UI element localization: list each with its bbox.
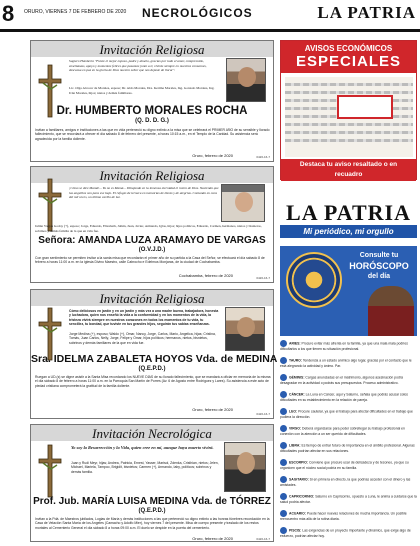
deceased-name: Dr. HUMBERTO MORALES ROCHA (56, 105, 248, 117)
patria-slogan: Mi periódico, mi orgullo (280, 225, 417, 238)
horoscope-banner (280, 246, 417, 336)
header-date: ORURO, VIERNES 7 DE FEBRERO DE 2020 (24, 9, 127, 15)
highlighted-box (337, 95, 393, 119)
family-list: Lic. Olga Alcocer de Morales, esposa; Dr. Aldo Morales, Dra. Kerima Morales, Ing. Gonzalo Morales, Ing. Iván Morales, hijos; nietos y demás familiares. (69, 86, 215, 95)
sign-text: Tendencia a un estado anímico algo lugar, gracias por el contacto que le está alegrando la actividad y ánimo. Par. (280, 358, 412, 368)
verse: Yo soy la Resurrección y la Vida, quien cree en mí, aunque haya muerto vivirá. (71, 445, 214, 450)
family-list: Jorge Medina (+), esposo; Waldo (+), Omar, Nancy, Jorge, Carlos, Mario, Angelica, hijas; Cristina, Tomás, Juan Carlos, Nelly, Jorge, Felipe y Omar, hijos políticos; hermanos, nietos, bisnietos, sobrinos y demás familiares de la que en vida fue. (69, 332, 216, 345)
ad-code: 0426-16-7 (256, 155, 270, 159)
invitation-text: Invitan a la Pdá. de Maestros jubilados, Logias de María y demás instituciones a las que perteneció su digno extinto a las honras fúnebres recordación en la Casa de Velación Santa María de los Angeles (Camacho y Adolfo Mier), hoy viernes 7 del presente. Misa de cuerpo presente y traslado de los restos mortales al Cementerio General el día sábado 8 a horas 09:00 a.m. El duelo se despide en la puerta del cementerio. (35, 517, 270, 530)
newspaper-clippings (285, 77, 413, 157)
verse: ¡Cómo se dice Mamá!... Ya no es Mamá... Dibujando en la inmensa eternidad el rostro de Dios. Naciendo que las angelitos son para ese bajo. El refugio de ternura en memorias de llanto y de alegrías. Contando en cara del mil veces, un último cariño de luz. (69, 186, 219, 200)
deceased-suffix: (O.V.J.D.) (138, 247, 166, 253)
horoscope-entry (280, 527, 417, 544)
place-date: Oruro, febrero de 2020 (192, 536, 233, 541)
zodiac-icon (280, 374, 287, 381)
sign-text: Puede hacer nuevas relaciones de mucha importancia. Un posible reencuentro más allá de la rutina diaria. (280, 511, 407, 521)
ad-code: 0426-16-7 (256, 412, 270, 416)
zodiac-icon (280, 391, 287, 398)
classified-ad-banner (280, 40, 417, 180)
invitation-text: Invitan a familiares, amigos e instituciones a las que en vida perteneció su digno extinto a la misa que se celebrará el PRIMER AÑO de su sensible y llorado fallecimiento, que se recordará a ofrecer el día sabado 8 de febrero del presente, a horas 10:15 a.m., en el Templo de la Caridad. Su asistencia será agradecida por la familia doliente. (35, 128, 270, 141)
zodiac-icon (280, 493, 287, 500)
portrait-photo (226, 58, 266, 102)
brand-logo: LA PATRIA (317, 3, 416, 22)
invitation-text: Ruegan a UD.(s) se digne asistir a la Santa Misa recordando los NUEVE DÍAS de su llorado fallecimiento, que se mandará a oficiar en memoria de la misma el día sábado 8 de febrero a horas 11:00 a.m. en la Parroquia San Martín de Porres (Av. 6 de Agosto entre Rodríguez y Lares). Su asistencia a este acto de piedad cristiana comprometerá la gratitud de la familia doliente. (35, 375, 271, 388)
zodiac-icon (280, 340, 287, 347)
notice-card-2 (30, 166, 274, 283)
zodiac-icon (280, 459, 287, 466)
portrait-photo (221, 184, 265, 222)
section-title: NECROLÓGICOS (142, 6, 253, 20)
sign-text: Es tiempo de entrar futuro de importancia en el ámbito profesional. Algunas dificultades podrían afectar en sus relaciones. (280, 443, 415, 453)
zodiac-icon (280, 442, 287, 449)
sign-name: CAPRICORNIO: (289, 494, 315, 499)
face (238, 67, 256, 87)
sign-name: PISCIS: (289, 528, 302, 533)
ad-title-box (281, 41, 416, 73)
face (237, 317, 255, 337)
sign-name: LIBRA: (289, 443, 301, 448)
place-date: Oruro, febrero de 2020 (192, 407, 233, 412)
patria-ad (280, 200, 417, 244)
card-title: Invitación Religiosa (99, 42, 205, 57)
zodiac-icon (280, 476, 287, 483)
horoscope-entry (280, 442, 417, 459)
header-rule (0, 29, 420, 32)
sign-text: Conviene que procure usar de delicadeza y de tesoneo, ya que su organicen que el núcleo social podría en su familia. (280, 460, 409, 470)
cross-icon (37, 443, 63, 499)
sign-name: ACUARIO: (289, 511, 306, 516)
zodiac-icon (280, 357, 287, 364)
zodiac-icon (280, 527, 287, 534)
sign-name: LEO: (289, 409, 298, 414)
ad-note: Destaca tu aviso resaltado o en recuadro (281, 159, 416, 181)
notice-card-3 (30, 289, 278, 419)
deceased-name: Prof. Jub. MARÍA LUISA MEDINA Vda. de TÓRREZ (33, 496, 271, 507)
zodiac-icon (280, 510, 287, 517)
ad-code: 0426-16-7 (256, 537, 270, 541)
sign-name: ESCORPIO: (289, 460, 309, 465)
ad-code: 0426-16-7 (256, 276, 270, 280)
card-title: Invitación Religiosa (99, 291, 205, 306)
page-header (0, 0, 420, 34)
sign-text: Procure evitar más afrenta en la familia, ya que una mala mala podríes dificultarlos a los que tienen su situación profesional. (280, 341, 408, 351)
horoscope-entry (280, 510, 417, 527)
place-date: Oruro, febrero de 2020 (192, 153, 233, 158)
family-list: Juan y Rudi Meyr, hijas; Andrea, Patricia, Ernest, Yasser, Marisol, Zdenka, Cristhian, nietos; Jelen, Michael, Mariela, Tampoo, Brigidit, bisnietos; Carmen (+), Armando, Iaby, políticos; sobrinos y demás familia. (71, 461, 219, 474)
horoscope-entry (280, 459, 417, 476)
zodiac-icon (280, 408, 287, 415)
page-number: 8 (2, 1, 15, 26)
horoscope-line3: del día (367, 273, 391, 280)
deceased-suffix: (Q. D. D. G.) (135, 118, 169, 124)
ad-line2: ESPECIALES (295, 53, 402, 70)
deceased-suffix: (Q.E.P.D.) (138, 508, 166, 514)
family-list: Julián Vargas Godoy (+), esposo; Jorge, Eduardo, Elizabeth, Julián, Juan, Javier, Armando, Iglas, hijos; hijos políticos, Eduardo, Carmen, hermanos, nietos y bisnietos, sobrinos y demás familia de la que en vida fue. (35, 224, 262, 233)
sign-name: TAURO: (289, 358, 302, 363)
sign-name: CÁNCER: (289, 392, 305, 397)
card-title: Invitación Religiosa (99, 168, 205, 183)
horoscope-entry (280, 374, 417, 391)
sign-text: Saturno en Capricornio, opuesto a Luna, le anima a cuidarse que la salud podría afectar. (280, 494, 417, 504)
deceased-name: Señora: AMANDA LUZA ARAMAYO DE VARGAS (38, 235, 266, 246)
horoscope-line1: Consulte tu (359, 252, 399, 259)
deceased-name: Sra. IDELMA ZABALETA HOYOS Vda. de MEDINA (31, 353, 278, 365)
sign-name: SAGITARIO: (289, 477, 309, 482)
verse: Cómo deliciosos en jardín y en un jardín y más vez a una madre buena, trabajadora, honesta y luchadora, quien nos enseñó la vida a la conformidad y en los momentos de la vida, la tristeza vivirá siempre en nuestros corazones en todos los momentos de tu vida, tu sencillez, tu bondad, que tuviste en tus grandes hijos, seguirán tus sabias enseñanzas. (69, 309, 219, 327)
sign-text: La Luna en Cáncer, aquí y Saturno, señala que podrás acusar solos dificultades en su establecimiento en la relación de pareja. (280, 392, 408, 402)
sign-text: Deberá organizarse para poder sobrellegar su trabajo profesional en conexión con la atención a un ser querido de dificultades. (280, 426, 405, 436)
horoscope-entry (280, 391, 417, 408)
sign-name: VIRGO: (289, 426, 302, 431)
portrait-photo (225, 307, 265, 351)
face (235, 192, 253, 212)
horoscope-entry (280, 357, 417, 374)
horoscope-entry (280, 493, 417, 510)
ad-line1: AVISOS ECONÓMICOS (304, 44, 393, 53)
horoscope-entry (280, 340, 417, 357)
portrait-photo (224, 442, 266, 492)
card-title: Invitación Necrológica (92, 426, 212, 441)
horoscope-entry (280, 425, 417, 442)
zodiac-wheel-icon (286, 252, 342, 308)
notice-card-1 (30, 40, 274, 162)
notice-card-4 (30, 424, 274, 542)
sign-name: GÉMINIS: (289, 375, 305, 380)
verse: Sugiero Humberto "Fuiste el mejor esposo, padre y abuelo, gracias por todo el amor, comprensión, enseñanzas, apoyo y momentos felices que pasamos junto a ti, vivirás siempre en nuestros corazones, descansa en paz en la gloria de Dios nuestro señor que nos dejaste de llorar". (69, 59, 207, 73)
face (237, 452, 255, 474)
astrologer-photo (368, 286, 414, 336)
deceased-suffix: (Q.E.P.D.) (138, 366, 166, 372)
horoscope-line2: HORÓSCOPO (349, 261, 409, 271)
horoscope-entry (280, 408, 417, 425)
invitation-text: Con gran sentimiento se permiten invitar a la santa misa que recordarán el primer año de su partida a la Casa del Señor, se efectuará el día sabado 8 de febrero a horas 11:00 a.m. en la iglesia Divino Maestro, calle Cabrocho e Edelmus Monjaras, de la ciudad de Cochabamba. (35, 256, 265, 265)
place-date: Cochabamba, febrero de 2020 (178, 273, 233, 278)
sign-text: Cargas anunciadas en el matrimonio, algunos asesinación podrá desagradar en la actividad o podrás sus presupuestos. Proceso administrativo. (280, 375, 403, 385)
zodiac-icon (280, 425, 287, 432)
horoscope-entry (280, 476, 417, 493)
patria-brand: LA PATRIA (286, 200, 411, 225)
sign-text: Si en primera en directo, la que podrías acceder con el dinero y las amistades. (280, 477, 411, 487)
sign-name: ARIES: (289, 341, 301, 346)
sign-text: Procure cautelar, ya que el trabajo para afectar dificultades en el trabajo que pudiera la dirección. (280, 409, 413, 419)
sign-text: Las exigencias de un proyecto importante y dinámico, que exige algo de esfuerzo, podrían afectar hoy. (280, 528, 411, 538)
